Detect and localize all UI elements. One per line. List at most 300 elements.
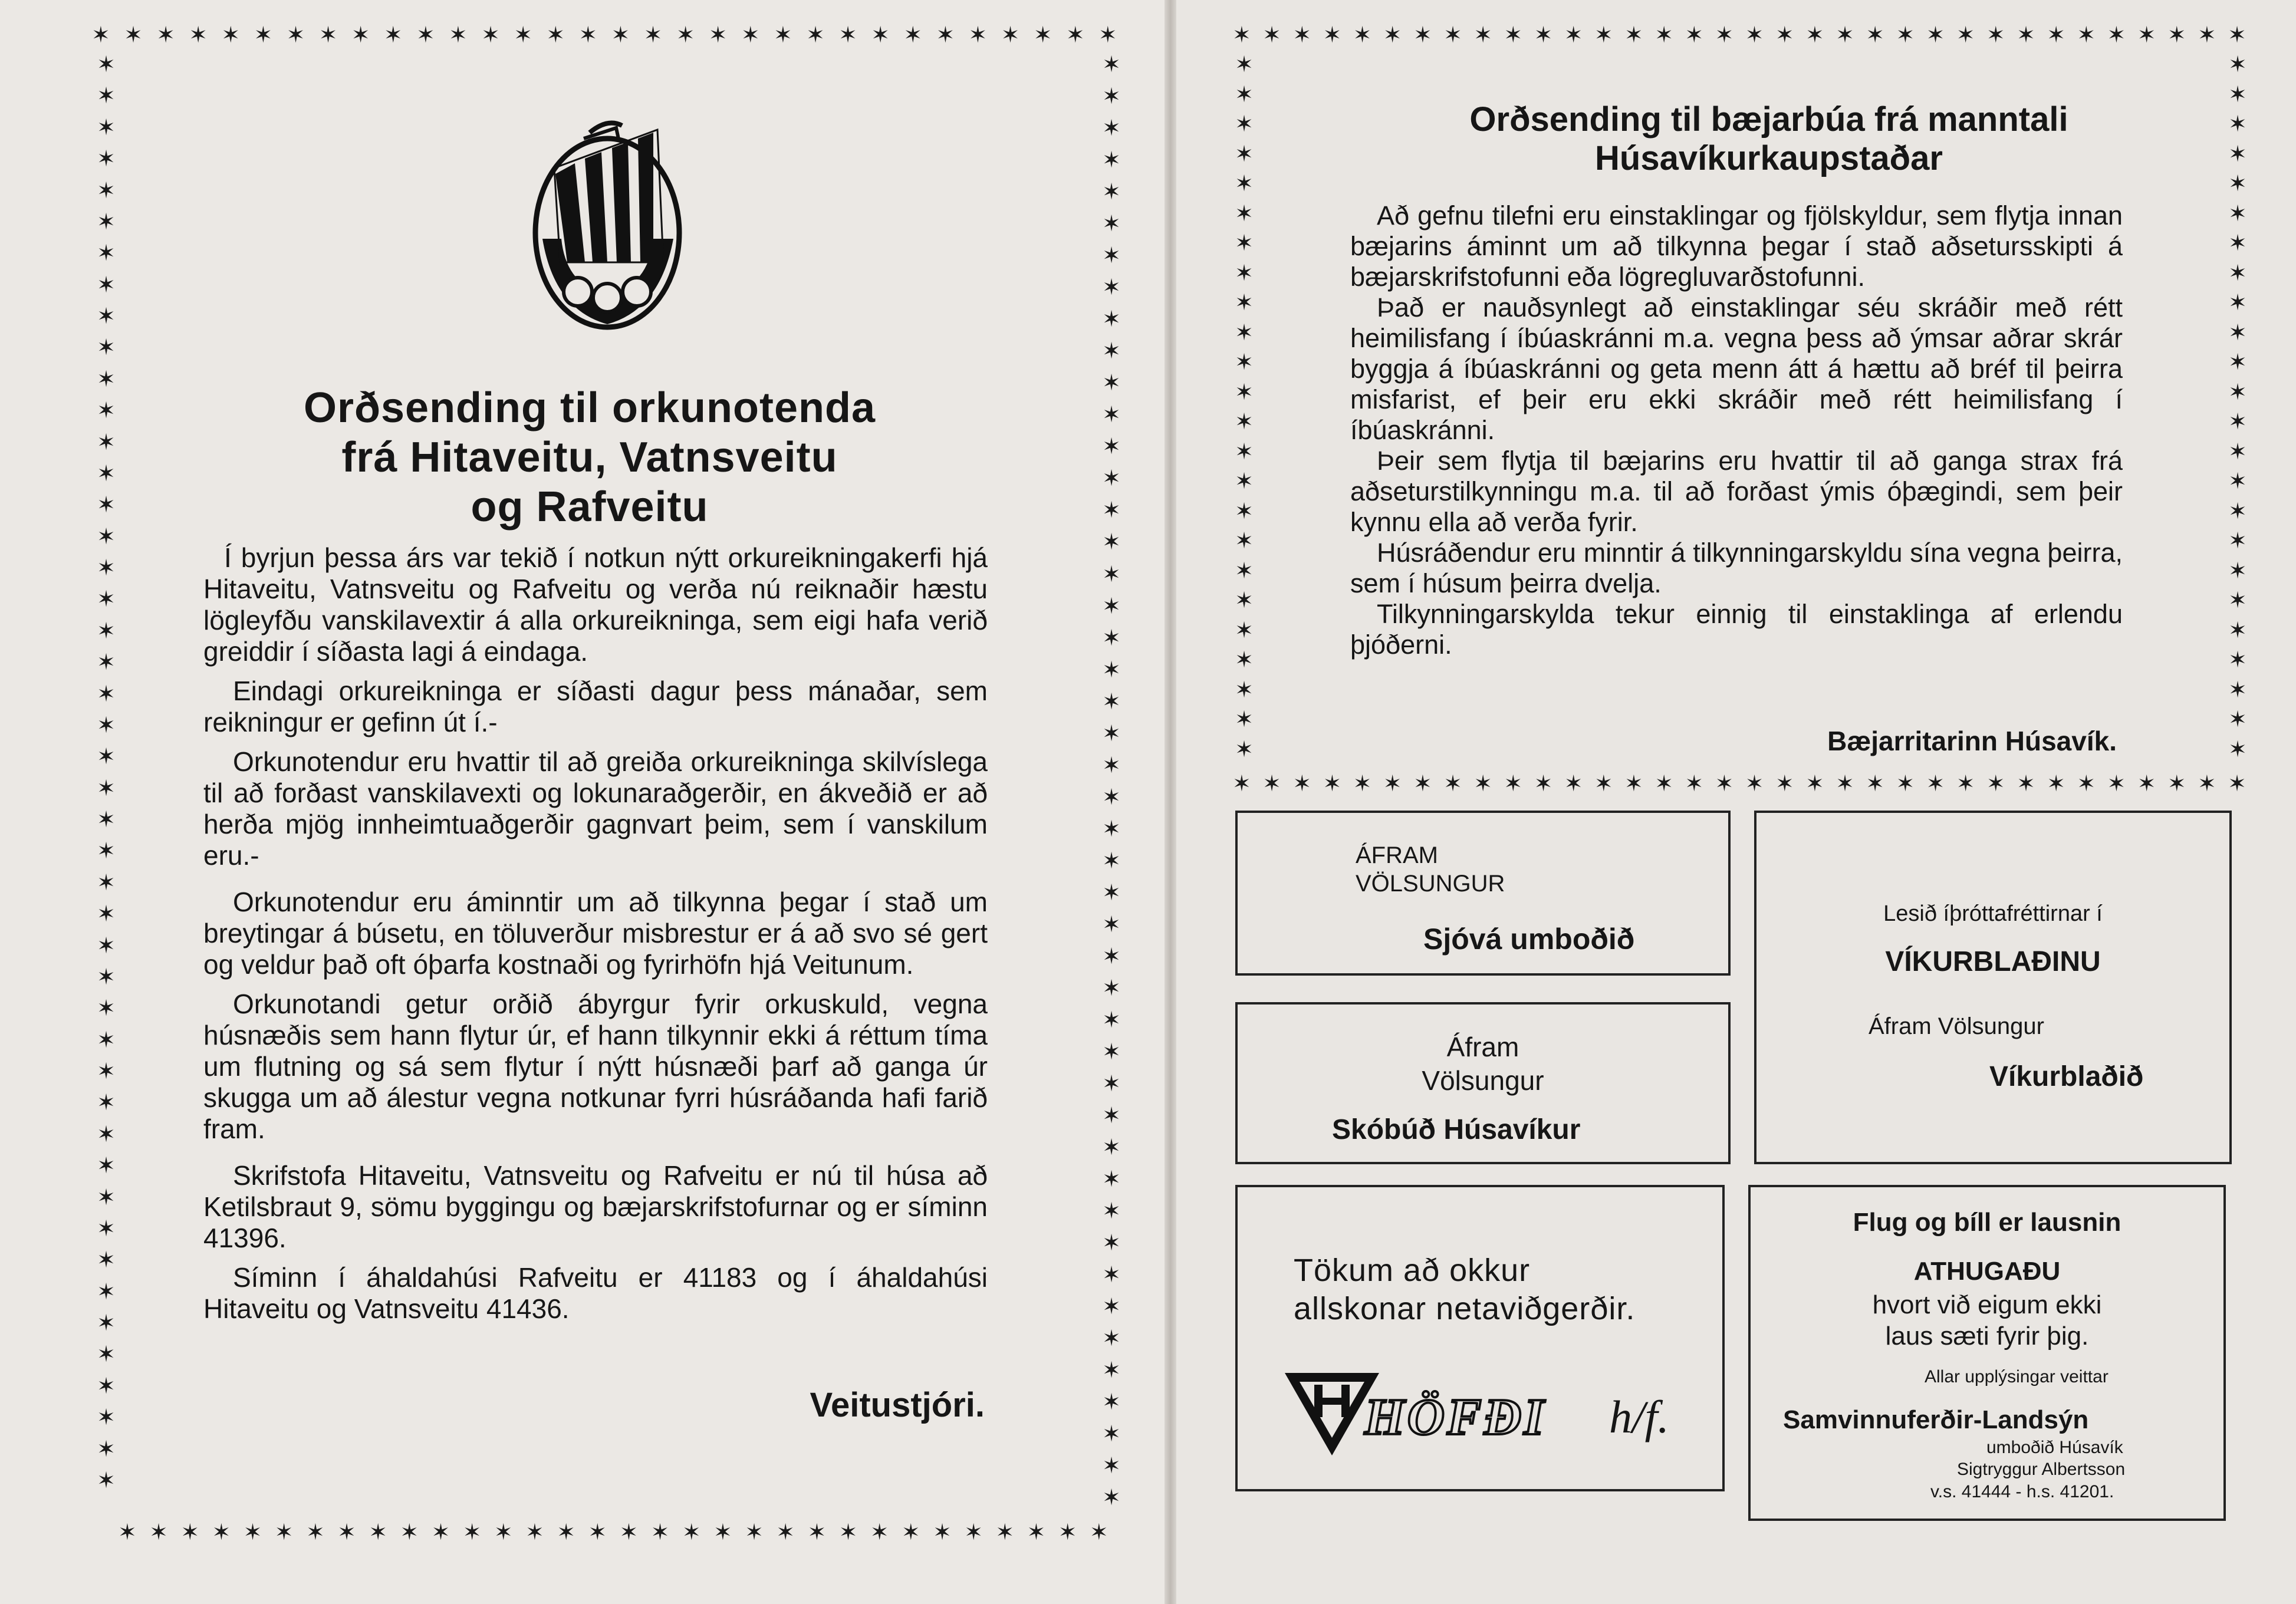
border-star-icon: ✶ <box>97 51 116 77</box>
border-star-icon: ✶ <box>91 22 110 48</box>
border-star-icon: ✶ <box>643 22 663 48</box>
border-star-icon: ✶ <box>2228 617 2247 643</box>
border-star-icon: ✶ <box>1323 22 1342 48</box>
border-star-icon: ✶ <box>2228 319 2247 345</box>
border-star-icon: ✶ <box>2228 498 2247 524</box>
border-star-icon: ✶ <box>97 617 116 644</box>
left-paragraph: Orkunotandi getur orðið ábyrgur fyrir orkuskuld, vegna húsnæðis sem hann flytur úr, ef hann tilkynnir ekki á réttum tíma um flutning og sá sem flytur í nýtt húsnæði þarf að ganga úr skugga um að álestur vegna notkunar fyrri húsráðanda hafi farið fram. <box>203 989 988 1144</box>
right-title-line-1: Orðsending til bæjarbúa frá manntali <box>1469 100 2068 139</box>
border-star-icon: ✶ <box>2228 528 2247 554</box>
border-star-icon: ✶ <box>97 712 116 738</box>
border-star-icon: ✶ <box>1102 1484 1121 1511</box>
border-star-icon: ✶ <box>1775 22 1794 48</box>
left-paragraph: Síminn í áhaldahúsi Rafveitu er 41183 og í áhaldahúsi Hitaveitu og Vatnsveitu 41436. <box>203 1262 988 1324</box>
border-star-icon: ✶ <box>97 680 116 707</box>
border-star-icon: ✶ <box>1033 22 1052 48</box>
border-star-icon: ✶ <box>1986 22 2005 48</box>
left-right-star-border <box>1100 53 1123 1509</box>
border-star-icon: ✶ <box>124 22 143 48</box>
border-star-icon: ✶ <box>650 1519 670 1545</box>
left-bottom-star-border <box>118 1521 1108 1543</box>
border-star-icon: ✶ <box>2107 22 2126 48</box>
border-star-icon: ✶ <box>1235 409 1254 435</box>
border-star-icon: ✶ <box>745 1519 764 1545</box>
border-star-icon: ✶ <box>1534 22 1553 48</box>
border-star-icon: ✶ <box>97 83 116 109</box>
border-star-icon: ✶ <box>180 1519 200 1545</box>
border-star-icon: ✶ <box>546 22 565 48</box>
border-star-icon: ✶ <box>838 22 857 48</box>
border-star-icon: ✶ <box>1413 770 1432 796</box>
border-star-icon: ✶ <box>2228 587 2247 614</box>
left-title-line-3: og Rafveitu <box>471 483 709 531</box>
ad-samvinnuferdir-name: Samvinnuferðir-Landsýn <box>1783 1405 2089 1434</box>
border-star-icon: ✶ <box>1102 879 1121 905</box>
border-star-icon: ✶ <box>995 1519 1015 1545</box>
ad-skobud <box>1235 1002 1731 1164</box>
border-star-icon: ✶ <box>2228 736 2247 762</box>
border-star-icon: ✶ <box>97 838 116 864</box>
border-star-icon: ✶ <box>1102 338 1121 364</box>
border-star-icon: ✶ <box>1235 498 1254 524</box>
border-star-icon: ✶ <box>274 1519 294 1545</box>
border-star-icon: ✶ <box>1102 1325 1121 1352</box>
border-star-icon: ✶ <box>1102 624 1121 651</box>
border-star-icon: ✶ <box>806 22 825 48</box>
border-star-icon: ✶ <box>1443 770 1462 796</box>
border-star-icon: ✶ <box>1027 1519 1046 1545</box>
border-star-icon: ✶ <box>1235 259 1254 286</box>
border-star-icon: ✶ <box>1836 770 1854 796</box>
border-star-icon: ✶ <box>807 1519 827 1545</box>
border-star-icon: ✶ <box>1098 22 1117 48</box>
border-star-icon: ✶ <box>619 1519 639 1545</box>
hofdi-logo <box>1282 1367 1689 1461</box>
border-star-icon: ✶ <box>968 22 988 48</box>
border-star-icon: ✶ <box>1058 1519 1077 1545</box>
border-star-icon: ✶ <box>494 1519 513 1545</box>
border-star-icon: ✶ <box>1102 943 1121 969</box>
border-star-icon: ✶ <box>243 1519 262 1545</box>
border-star-icon: ✶ <box>1235 557 1254 584</box>
border-star-icon: ✶ <box>97 1152 116 1179</box>
border-star-icon: ✶ <box>2228 378 2247 405</box>
border-star-icon: ✶ <box>97 334 116 361</box>
border-star-icon: ✶ <box>1235 676 1254 703</box>
left-title-line-2: frá Hitaveitu, Vatnsveitu <box>341 434 838 481</box>
border-star-icon: ✶ <box>97 114 116 140</box>
border-star-icon: ✶ <box>1235 349 1254 376</box>
ad-vikurbladid-line3: Áfram Völsungur <box>1869 1013 2044 1039</box>
border-star-icon: ✶ <box>1896 770 1915 796</box>
left-top-star-border <box>91 24 1117 46</box>
ad-sjova <box>1235 811 1731 976</box>
border-star-icon: ✶ <box>964 1519 983 1545</box>
ad-samvinnuferdir <box>1748 1185 2226 1521</box>
left-paragraph: Í byrjun þessa árs var tekið í notkun nýtt orkureikningakerfi hjá Hitaveitu, Vatnsveitu og Rafveitu og verða nú reiknaðir hæstu lögleyfðu vanskilavextir á alla orkureikninga, sem eigi hafa verið greiddir í síðasta lagi á eindaga. <box>203 542 988 667</box>
border-star-icon: ✶ <box>1504 770 1523 796</box>
border-star-icon: ✶ <box>462 1519 482 1545</box>
border-star-icon: ✶ <box>1089 1519 1108 1545</box>
border-star-icon: ✶ <box>1102 1389 1121 1415</box>
right-signature: Bæjarritarinn Húsavík. <box>1827 726 2117 756</box>
border-star-icon: ✶ <box>1836 22 1854 48</box>
border-star-icon: ✶ <box>1383 22 1402 48</box>
border-star-icon: ✶ <box>118 1519 137 1545</box>
border-star-icon: ✶ <box>1235 617 1254 643</box>
left-title-line-1: Orðsending til orkunotenda <box>303 384 876 432</box>
border-star-icon: ✶ <box>1956 22 1975 48</box>
border-star-icon: ✶ <box>1232 770 1251 796</box>
border-star-icon: ✶ <box>2228 557 2247 584</box>
border-star-icon: ✶ <box>1102 1293 1121 1320</box>
border-star-icon: ✶ <box>400 1519 419 1545</box>
border-star-icon: ✶ <box>2228 289 2247 316</box>
border-star-icon: ✶ <box>1102 1134 1121 1161</box>
border-star-icon: ✶ <box>1102 1038 1121 1065</box>
border-star-icon: ✶ <box>1102 1453 1121 1479</box>
border-star-icon: ✶ <box>741 22 760 48</box>
border-star-icon: ✶ <box>1654 770 1674 796</box>
border-star-icon: ✶ <box>1866 770 1885 796</box>
border-star-icon: ✶ <box>2228 438 2247 465</box>
border-star-icon: ✶ <box>1775 770 1794 796</box>
border-star-icon: ✶ <box>713 1519 732 1545</box>
ship-emblem-logo <box>519 115 696 333</box>
border-star-icon: ✶ <box>97 586 116 612</box>
border-star-icon: ✶ <box>1986 770 2005 796</box>
border-star-icon: ✶ <box>369 1519 388 1545</box>
border-star-icon: ✶ <box>871 22 890 48</box>
border-star-icon: ✶ <box>1564 22 1583 48</box>
border-star-icon: ✶ <box>305 1519 325 1545</box>
right-left-star-border <box>1232 53 1256 760</box>
border-star-icon: ✶ <box>2198 22 2216 48</box>
border-star-icon: ✶ <box>2228 259 2247 286</box>
border-star-icon: ✶ <box>1235 200 1254 226</box>
border-star-icon: ✶ <box>97 806 116 832</box>
border-star-icon: ✶ <box>1805 770 1824 796</box>
border-star-icon: ✶ <box>1102 1198 1121 1224</box>
border-star-icon: ✶ <box>1805 22 1824 48</box>
border-star-icon: ✶ <box>1102 306 1121 332</box>
border-star-icon: ✶ <box>97 303 116 329</box>
border-star-icon: ✶ <box>97 775 116 801</box>
border-star-icon: ✶ <box>1102 656 1121 683</box>
border-star-icon: ✶ <box>1896 22 1915 48</box>
border-star-icon: ✶ <box>2228 22 2246 48</box>
border-star-icon: ✶ <box>1292 770 1312 796</box>
right-title <box>1344 100 2193 178</box>
border-star-icon: ✶ <box>1956 770 1975 796</box>
ad-sjova-line1: ÁFRAM <box>1356 842 1438 868</box>
right-middle-star-border <box>1232 772 2246 795</box>
border-star-icon: ✶ <box>2017 770 2035 796</box>
ad-hofdi-line1: Tökum að okkur <box>1294 1253 1531 1288</box>
border-star-icon: ✶ <box>1443 22 1462 48</box>
border-star-icon: ✶ <box>1102 1357 1121 1384</box>
ad-samvinnuferdir-line1: Flug og bíll er lausnin <box>1853 1208 2121 1237</box>
border-star-icon: ✶ <box>578 22 598 48</box>
border-star-icon: ✶ <box>1262 22 1281 48</box>
border-star-icon: ✶ <box>97 429 116 455</box>
border-star-icon: ✶ <box>97 240 116 266</box>
border-star-icon: ✶ <box>97 963 116 990</box>
border-star-icon: ✶ <box>97 177 116 203</box>
border-star-icon: ✶ <box>708 22 728 48</box>
border-star-icon: ✶ <box>1473 22 1493 48</box>
border-star-icon: ✶ <box>1102 1421 1121 1447</box>
ad-samvinnuferdir-line6: umboðið Húsavík <box>1986 1438 2123 1457</box>
border-star-icon: ✶ <box>1102 783 1121 810</box>
ad-vikurbladid-line2: VÍKURBLAÐINU <box>1885 946 2101 977</box>
right-paragraph: Þeir sem flytja til bæjarins eru hvattir til að ganga strax frá aðseturstilkynningu m.a. til að forðast ýmis óþægindi, sem þeir kynnu ella að verða fyrir. <box>1350 446 2123 537</box>
border-star-icon: ✶ <box>1102 51 1121 77</box>
border-star-icon: ✶ <box>383 22 403 48</box>
border-star-icon: ✶ <box>2228 51 2247 77</box>
right-right-star-border <box>2226 53 2249 760</box>
border-star-icon: ✶ <box>1102 147 1121 173</box>
border-star-icon: ✶ <box>1235 706 1254 733</box>
left-paragraph: Orkunotendur eru hvattir til að greiða orkureikninga skilvíslega til að forðast vanskilavexti og lokunaraðgerðir, en ákveðið er að herða mjög innheimtuaðgerðir gagnvart þeim, sem í vanskilum eru.- <box>203 746 988 871</box>
border-star-icon: ✶ <box>1065 22 1085 48</box>
border-star-icon: ✶ <box>1102 179 1121 205</box>
border-star-icon: ✶ <box>431 1519 450 1545</box>
border-star-icon: ✶ <box>611 22 630 48</box>
border-star-icon: ✶ <box>525 1519 544 1545</box>
border-star-icon: ✶ <box>776 1519 795 1545</box>
ad-vikurbladid <box>1754 811 2232 1164</box>
border-star-icon: ✶ <box>1102 1006 1121 1033</box>
border-star-icon: ✶ <box>1102 210 1121 237</box>
left-left-star-border <box>94 53 118 1491</box>
ad-skobud-line2: Völsungur <box>1422 1065 1544 1096</box>
border-star-icon: ✶ <box>254 22 273 48</box>
border-star-icon: ✶ <box>97 1058 116 1084</box>
border-star-icon: ✶ <box>1001 22 1020 48</box>
border-star-icon: ✶ <box>97 1026 116 1053</box>
border-star-icon: ✶ <box>1235 140 1254 167</box>
border-star-icon: ✶ <box>2047 770 2066 796</box>
border-star-icon: ✶ <box>1353 22 1372 48</box>
border-star-icon: ✶ <box>1102 688 1121 714</box>
border-star-icon: ✶ <box>97 365 116 392</box>
left-title <box>177 383 1002 532</box>
ad-samvinnuferdir-line3: hvort við eigum ekki <box>1872 1290 2102 1319</box>
border-star-icon: ✶ <box>1685 770 1704 796</box>
border-star-icon: ✶ <box>97 1310 116 1336</box>
border-star-icon: ✶ <box>97 1121 116 1147</box>
border-star-icon: ✶ <box>149 1519 168 1545</box>
border-star-icon: ✶ <box>2228 349 2247 376</box>
border-star-icon: ✶ <box>1102 720 1121 746</box>
border-star-icon: ✶ <box>1102 274 1121 301</box>
right-paragraph: Húsráðendur eru minntir á tilkynningarskyldu sína vegna þeirra, sem í húsum þeirra dvelja. <box>1350 538 2123 598</box>
border-star-icon: ✶ <box>2228 468 2247 495</box>
border-star-icon: ✶ <box>449 22 468 48</box>
border-star-icon: ✶ <box>1353 770 1372 796</box>
border-star-icon: ✶ <box>933 1519 952 1545</box>
border-star-icon: ✶ <box>1102 592 1121 619</box>
border-star-icon: ✶ <box>1102 911 1121 937</box>
border-star-icon: ✶ <box>870 1519 889 1545</box>
border-star-icon: ✶ <box>1745 770 1764 796</box>
ad-sjova-name: Sjóvá umboðið <box>1423 923 1635 956</box>
border-star-icon: ✶ <box>1926 22 1945 48</box>
left-paragraph: Orkunotendur eru áminntir um að tilkynna þegar í stað um breytingar á búsetu, en töluverður misbrestur er á að svo sé gert og veldur það oft óþarfa kostnaði og fyrirhöfn hjá Veitunum. <box>203 887 988 980</box>
hofdi-logo-suffix: h/f. <box>1609 1391 1669 1442</box>
border-star-icon: ✶ <box>1102 529 1121 555</box>
border-star-icon: ✶ <box>1473 770 1493 796</box>
border-star-icon: ✶ <box>2077 770 2096 796</box>
border-star-icon: ✶ <box>936 22 955 48</box>
border-star-icon: ✶ <box>903 22 923 48</box>
border-star-icon: ✶ <box>97 1215 116 1241</box>
border-star-icon: ✶ <box>416 22 435 48</box>
border-star-icon: ✶ <box>1102 1230 1121 1256</box>
border-star-icon: ✶ <box>97 1089 116 1116</box>
border-star-icon: ✶ <box>156 22 176 48</box>
border-star-icon: ✶ <box>2228 140 2247 167</box>
border-star-icon: ✶ <box>1564 770 1583 796</box>
border-star-icon: ✶ <box>1102 401 1121 428</box>
border-star-icon: ✶ <box>1102 465 1121 492</box>
border-star-icon: ✶ <box>1102 1166 1121 1193</box>
border-star-icon: ✶ <box>97 492 116 518</box>
border-star-icon: ✶ <box>97 460 116 486</box>
ad-samvinnuferdir-line2: ATHUGAÐU <box>1913 1257 2061 1286</box>
border-star-icon: ✶ <box>97 743 116 770</box>
right-title-line-2: Húsavíkurkaupstaðar <box>1595 139 1943 177</box>
border-star-icon: ✶ <box>682 1519 701 1545</box>
border-star-icon: ✶ <box>1685 22 1704 48</box>
border-star-icon: ✶ <box>221 22 241 48</box>
border-star-icon: ✶ <box>1235 528 1254 554</box>
border-star-icon: ✶ <box>1102 815 1121 842</box>
border-star-icon: ✶ <box>1715 22 1734 48</box>
border-star-icon: ✶ <box>97 649 116 676</box>
border-star-icon: ✶ <box>2228 170 2247 197</box>
border-star-icon: ✶ <box>1102 497 1121 523</box>
border-star-icon: ✶ <box>2077 22 2096 48</box>
border-star-icon: ✶ <box>97 555 116 581</box>
border-star-icon: ✶ <box>2107 770 2126 796</box>
border-star-icon: ✶ <box>212 1519 231 1545</box>
border-star-icon: ✶ <box>2137 22 2156 48</box>
ad-samvinnuferdir-line8: v.s. 41444 - h.s. 41201. <box>1930 1482 2114 1501</box>
border-star-icon: ✶ <box>97 208 116 235</box>
border-star-icon: ✶ <box>1102 752 1121 778</box>
border-star-icon: ✶ <box>1102 847 1121 874</box>
border-star-icon: ✶ <box>1235 230 1254 256</box>
hofdi-logo-name: HÖFÐI <box>1364 1389 1547 1446</box>
right-body <box>1350 200 2123 660</box>
border-star-icon: ✶ <box>2228 409 2247 435</box>
border-star-icon: ✶ <box>1624 770 1643 796</box>
right-paragraph: Það er nauðsynlegt að einstaklingar séu skráðir með rétt heimilisfang í íbúaskránni m.a. vegna þess að ýmsar aðrar skrár byggja á íbúaskránni og geta menn átt á hættu að bréf til þeirra misfarist, ef þeir eru ekki skráðir með rétt heimilisfang í íbúaskránni. <box>1350 292 2123 445</box>
border-star-icon: ✶ <box>773 22 792 48</box>
border-star-icon: ✶ <box>1624 22 1643 48</box>
border-star-icon: ✶ <box>2167 22 2186 48</box>
border-star-icon: ✶ <box>1102 974 1121 1001</box>
border-star-icon: ✶ <box>2167 770 2186 796</box>
border-star-icon: ✶ <box>2047 22 2066 48</box>
border-star-icon: ✶ <box>286 22 305 48</box>
ad-hofdi <box>1235 1185 1725 1491</box>
border-star-icon: ✶ <box>1102 115 1121 141</box>
border-star-icon: ✶ <box>1235 51 1254 77</box>
ad-samvinnuferdir-line7: Sigtryggur Albertsson <box>1957 1460 2126 1479</box>
border-star-icon: ✶ <box>2228 770 2246 796</box>
border-star-icon: ✶ <box>1232 22 1251 48</box>
border-star-icon: ✶ <box>676 22 695 48</box>
border-star-icon: ✶ <box>351 22 370 48</box>
left-paragraph: Eindagi orkureikninga er síðasti dagur þess mánaðar, sem reikningur er gefinn út í.- <box>203 676 988 737</box>
border-star-icon: ✶ <box>1292 22 1312 48</box>
border-star-icon: ✶ <box>1102 370 1121 396</box>
border-star-icon: ✶ <box>97 1435 116 1462</box>
border-star-icon: ✶ <box>1102 1262 1121 1288</box>
border-star-icon: ✶ <box>97 932 116 959</box>
border-star-icon: ✶ <box>97 1467 116 1493</box>
border-star-icon: ✶ <box>2228 676 2247 703</box>
left-paragraph: Skrifstofa Hitaveitu, Vatnsveitu og Rafveitu er nú til húsa að Ketilsbraut 9, sömu byggingu og bæjarskrifstofurnar og er síminn 41396. <box>203 1160 988 1253</box>
border-star-icon: ✶ <box>2228 111 2247 137</box>
left-body <box>203 542 988 1333</box>
border-star-icon: ✶ <box>1102 561 1121 587</box>
border-star-icon: ✶ <box>97 1372 116 1399</box>
ad-vikurbladid-name: Víkurblaðið <box>1989 1061 2144 1092</box>
border-star-icon: ✶ <box>2228 647 2247 673</box>
border-star-icon: ✶ <box>1262 770 1281 796</box>
border-star-icon: ✶ <box>838 1519 858 1545</box>
ad-hofdi-line2: allskonar netaviðgerðir. <box>1294 1291 1636 1326</box>
border-star-icon: ✶ <box>1654 22 1674 48</box>
border-star-icon: ✶ <box>97 271 116 298</box>
border-star-icon: ✶ <box>1235 468 1254 495</box>
border-star-icon: ✶ <box>318 22 338 48</box>
border-star-icon: ✶ <box>2198 770 2216 796</box>
border-star-icon: ✶ <box>557 1519 576 1545</box>
border-star-icon: ✶ <box>1235 647 1254 673</box>
border-star-icon: ✶ <box>1102 83 1121 110</box>
border-star-icon: ✶ <box>1504 22 1523 48</box>
border-star-icon: ✶ <box>2228 81 2247 107</box>
border-star-icon: ✶ <box>1235 736 1254 762</box>
border-star-icon: ✶ <box>97 146 116 172</box>
border-star-icon: ✶ <box>1102 242 1121 269</box>
border-star-icon: ✶ <box>1534 770 1553 796</box>
border-star-icon: ✶ <box>97 901 116 927</box>
border-star-icon: ✶ <box>1102 1071 1121 1096</box>
border-star-icon: ✶ <box>1594 770 1613 796</box>
border-star-icon: ✶ <box>97 869 116 895</box>
border-star-icon: ✶ <box>588 1519 607 1545</box>
ad-skobud-name: Skóbúð Húsavíkur <box>1332 1114 1581 1145</box>
border-star-icon: ✶ <box>97 1247 116 1273</box>
right-paragraph: Að gefnu tilefni eru einstaklingar og fjölskyldur, sem flytja innan bæjarins áminnt um að tilkynna þegar í stað aðsetursskipti á bæjarskrifstofunni eða lögregluvarðstofunni. <box>1350 200 2123 292</box>
border-star-icon: ✶ <box>2228 706 2247 733</box>
border-star-icon: ✶ <box>1235 319 1254 345</box>
border-star-icon: ✶ <box>1102 433 1121 460</box>
border-star-icon: ✶ <box>2228 230 2247 256</box>
right-paragraph: Tilkynningarskylda tekur einnig til einstaklinga af erlendu þjóðerni. <box>1350 599 2123 660</box>
border-star-icon: ✶ <box>1235 111 1254 137</box>
border-star-icon: ✶ <box>1715 770 1734 796</box>
border-star-icon: ✶ <box>189 22 208 48</box>
border-star-icon: ✶ <box>97 523 116 549</box>
border-star-icon: ✶ <box>1383 770 1402 796</box>
